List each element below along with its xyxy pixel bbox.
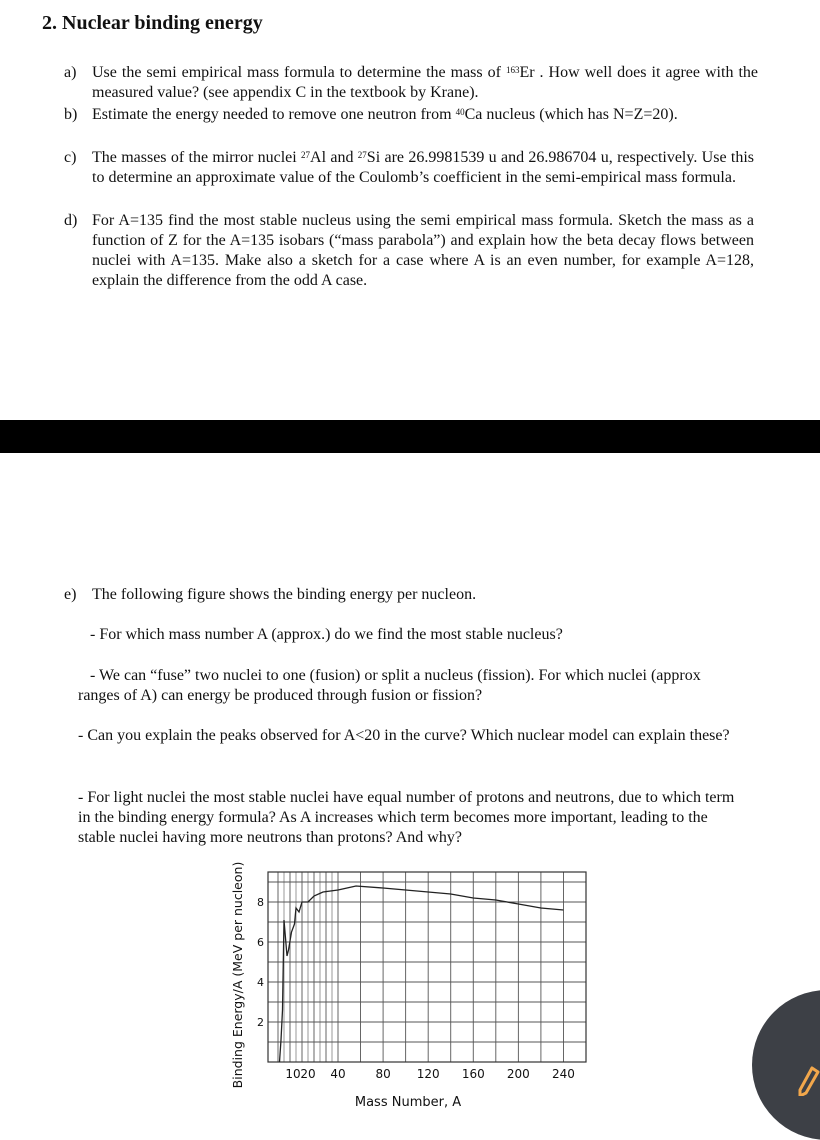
x-axis-label: Mass Number, A [354, 1095, 462, 1110]
question-label: d) [64, 212, 78, 229]
series-line-binding-energy [280, 886, 564, 1062]
bullet-item: - Can you explain the peaks observed for A<20 in the curve? Which nuclear model can explain these? [78, 727, 730, 744]
bullet-item: - We can “fuse” two nuclei to one (fusion) or split a nucleus (fission). For which nuclei (approx ranges of A) can energy be produced through fusion or fission? [78, 667, 701, 704]
section-heading: 2. Nuclear binding energy [42, 12, 263, 34]
y-tick-label: 8 [257, 896, 264, 909]
pencil-icon[interactable] [798, 1066, 820, 1096]
x-tick-label: 240 [552, 1067, 575, 1081]
chart-grid [268, 872, 586, 1062]
x-tick-label: 40 [330, 1067, 346, 1081]
plot-frame [268, 872, 586, 1062]
page-upper [0, 0, 820, 420]
y-tick-label: 6 [257, 936, 264, 949]
x-tick-label: 10 [285, 1067, 301, 1081]
question-label: a) [64, 64, 77, 81]
x-tick-label: 120 [416, 1067, 440, 1081]
question-label: b) [64, 106, 78, 123]
black-divider-bar [0, 420, 820, 453]
x-tick-label: 160 [461, 1067, 485, 1081]
x-tick-label: 20 [300, 1067, 316, 1081]
question-text: For A=135 find the most stable nucleus using the semi empirical mass formula. Sketch the mass as a function of Z for the A=135 isobars (“mass parabola”) and explain how the beta decay flows between nuclei with A=135. Make also a sketch for a case where A is an even number, for example A=128, explain the difference from the odd A case. [92, 212, 754, 289]
binding-energy-chart [226, 860, 606, 1115]
question-label: c) [64, 149, 77, 166]
y-axis-label: Binding Energy/A (MeV per nucleon) [230, 861, 245, 1089]
question-label: e) [64, 586, 77, 603]
question-text: Use the semi empirical mass formula to determine the mass of $^{163}$Er . How well does it agree with the measured value? (see appendix C in the textbook by Krane). [92, 64, 758, 101]
y-tick-label: 4 [257, 976, 264, 989]
question-text: The masses of the mirror nuclei $^{27}$Al and $^{27}$Si are 26.9981539 u and 26.986704 u, respectively. Use this to determine an approximate value of the Coulomb’s coefficient in the semi-empirical mass formula. [92, 149, 755, 186]
bullet-item: - For which mass number A (approx.) do we find the most stable nucleus? [90, 626, 563, 643]
bullet-item: - For light nuclei the most stable nuclei have equal number of protons and neutrons, due to which term in the binding energy formula? As A increases which term becomes more important, leading to the stable nuclei having more neutrons than protons? And why? [78, 789, 735, 846]
x-tick-label: 200 [506, 1067, 530, 1081]
y-tick-labels [257, 896, 264, 1029]
x-tick-label: 80 [375, 1067, 391, 1081]
question-text: Estimate the energy needed to remove one neutron from $^{40}$Ca nucleus (which has N=Z=20). [92, 106, 678, 123]
question-text: The following figure shows the binding energy per nucleon. [92, 586, 477, 603]
x-tick-labels [285, 1067, 575, 1081]
y-tick-label: 2 [257, 1016, 264, 1029]
